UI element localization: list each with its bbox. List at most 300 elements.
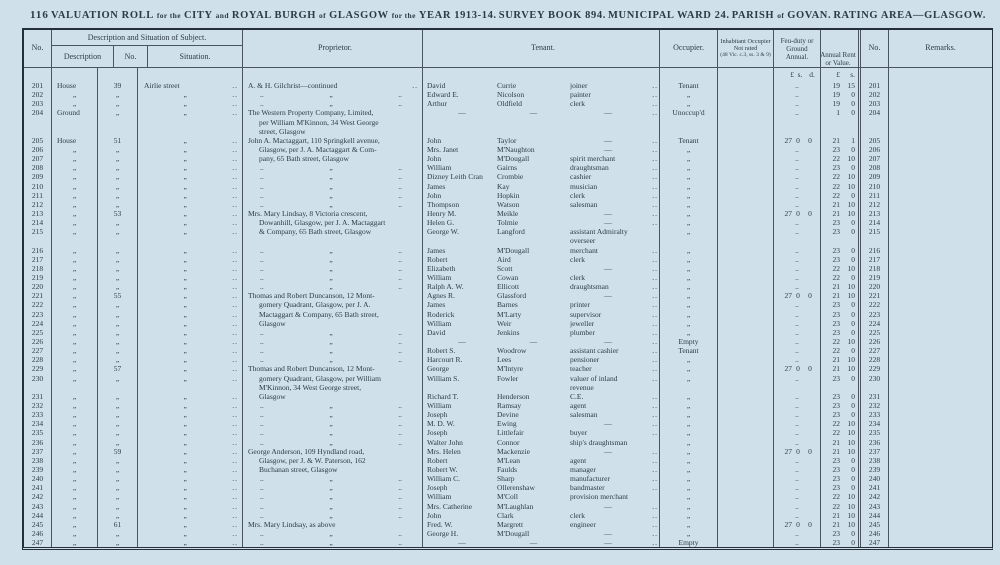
cell-tenant (423, 182, 660, 191)
ditto-dots: .. (652, 218, 658, 228)
situation-text: „ (183, 346, 187, 356)
cell-inhabitant-occupier (718, 145, 774, 154)
rent-shillings: 0 (851, 483, 855, 493)
cell-occupier: „ (660, 154, 718, 163)
cell-tenant (423, 145, 660, 154)
rent-pounds: 22 (832, 428, 840, 438)
units-spacer (52, 68, 98, 81)
tenant-surname: — (529, 337, 538, 346)
tenant-forename: Agnes R. (427, 291, 455, 301)
cell-feu-duty (774, 383, 821, 392)
ditto-dots: .. (260, 419, 264, 429)
cell-no-left: 229 (24, 364, 52, 373)
ditto-dots: .. (232, 455, 238, 465)
rent-shillings: 0 (851, 400, 855, 410)
proprietor-text: M'Kinnon, 34 West George street, (259, 382, 362, 392)
tenant-surname: Nicolson (497, 90, 525, 100)
cell-proprietor (243, 182, 423, 191)
cell-situation (138, 410, 243, 419)
cell-remarks (889, 437, 992, 446)
cell-tenant (423, 474, 660, 483)
situation-text: „ (183, 291, 187, 301)
cell-street-no: „ (98, 273, 138, 282)
units-spacer (861, 68, 889, 81)
cell-street-no: 61 (98, 520, 138, 529)
cell-no-right: 237 (861, 447, 889, 456)
tenant-occupation: clerk (570, 510, 585, 520)
cell-tenant (423, 538, 660, 547)
cell-description: „ (52, 355, 98, 364)
tenant-occupation: — (604, 528, 612, 538)
cell-tenant (423, 127, 660, 136)
tenant-occupation: — (604, 337, 612, 346)
cell-inhabitant-occupier (718, 200, 774, 209)
cell-proprietor (243, 520, 423, 529)
cell-proprietor (243, 282, 423, 291)
ditto-dots: .. (260, 400, 264, 410)
cell-no-right: 205 (861, 136, 889, 145)
tenant-surname: Meikle (497, 209, 519, 219)
parish-part: of (777, 11, 785, 20)
cell-situation (138, 456, 243, 465)
annual-rent-units (821, 68, 861, 81)
tenant-forename: Henry M. (427, 209, 457, 219)
tenant-forename: John (427, 154, 442, 164)
table-row (24, 328, 992, 337)
cell-situation (138, 337, 243, 346)
cell-remarks (889, 264, 992, 273)
cell-description: „ (52, 310, 98, 319)
proprietor-ditto (248, 99, 422, 108)
cell-tenant (423, 108, 660, 117)
cell-remarks (889, 136, 992, 145)
cell-no-right: 214 (861, 218, 889, 227)
table-row (24, 428, 992, 437)
cell-description: „ (52, 410, 98, 419)
tenant-occupation: — (604, 135, 612, 145)
ditto-dots: .. (398, 273, 402, 283)
rent-pounds: 21 (832, 209, 840, 219)
cell-street-no: 57 (98, 364, 138, 373)
tenant-forename: John (427, 510, 442, 520)
cell-tenant (423, 90, 660, 99)
cell-annual-rent (821, 154, 861, 163)
ditto-dots: .. (652, 145, 658, 155)
cell-remarks (889, 209, 992, 218)
cell-occupier: Tenant (660, 346, 718, 355)
cell-tenant (423, 99, 660, 108)
cell-description: „ (52, 291, 98, 300)
cell-no-right: 211 (861, 191, 889, 200)
cell-proprietor (243, 136, 423, 145)
proprietor-ditto (248, 182, 422, 191)
cell-situation (138, 136, 243, 145)
pound-sign: £ (836, 70, 840, 79)
ditto-dots: .. (652, 501, 658, 511)
ditto-dots: .. (260, 282, 264, 292)
cell-tenant (423, 511, 660, 520)
table-row (24, 182, 992, 191)
cell-no-right: 240 (861, 474, 889, 483)
cell-occupier: „ (660, 401, 718, 410)
cell-feu-duty: .. (774, 172, 821, 181)
situation-text: „ (183, 318, 187, 328)
cell-no-left: 207 (24, 154, 52, 163)
proprietor-ditto (248, 328, 422, 337)
cell-occupier: „ (660, 483, 718, 492)
cell-annual-rent (821, 401, 861, 410)
ditto-dots: .. (232, 90, 238, 100)
ditto-mark: „ (329, 254, 333, 264)
cell-annual-rent (821, 145, 861, 154)
tenant-surname: Currie (497, 81, 517, 91)
cell-feu-duty: .. (774, 273, 821, 282)
rent-shillings: 0 (851, 309, 855, 319)
cell-feu-duty: .. (774, 163, 821, 172)
cell-no-left: 240 (24, 474, 52, 483)
table-row (24, 419, 992, 428)
ditto-dots: .. (652, 510, 658, 520)
proprietor-ditto (248, 200, 422, 209)
cell-street-no: 53 (98, 209, 138, 218)
tenant-occupation: cashier (570, 172, 592, 182)
cell-no-right: 228 (861, 355, 889, 364)
tenant-surname: Kay (497, 181, 510, 191)
ditto-dots: .. (652, 410, 658, 420)
cell-situation (138, 255, 243, 264)
cell-remarks (889, 319, 992, 328)
cell-no-right (861, 118, 889, 127)
cell-remarks (889, 328, 992, 337)
feu-amount-part: 27 (784, 446, 792, 456)
feu-amount-part: 0 (808, 135, 812, 145)
cell-remarks (889, 99, 992, 108)
cell-feu-duty: .. (774, 437, 821, 446)
cell-tenant (423, 374, 660, 383)
proprietor-text: Glasgow (259, 391, 286, 401)
cell-inhabitant-occupier (718, 172, 774, 181)
cell-street-no: „ (98, 428, 138, 437)
cell-occupier: „ (660, 447, 718, 456)
cell-remarks (889, 428, 992, 437)
cell-no-left: 214 (24, 218, 52, 227)
cell-occupier: „ (660, 355, 718, 364)
rent-pounds: 21 (832, 437, 840, 447)
cell-tenant (423, 392, 660, 401)
ditto-dots: .. (232, 135, 238, 145)
cell-inhabitant-occupier (718, 410, 774, 419)
cell-inhabitant-occupier (718, 273, 774, 282)
cell-inhabitant-occupier (718, 474, 774, 483)
proprietor-ditto (248, 529, 422, 538)
cell-tenant (423, 355, 660, 364)
cell-description: „ (52, 145, 98, 154)
header-inhabitant-occupier (718, 30, 774, 67)
ditto-dots: .. (232, 172, 238, 182)
ditto-dots: .. (652, 135, 658, 145)
cell-annual-rent (821, 428, 861, 437)
rent-pounds: 22 (832, 337, 840, 346)
cell-street-no: „ (98, 218, 138, 227)
ditto-dots: .. (652, 190, 658, 200)
ditto-dots: .. (398, 492, 402, 502)
cell-tenant (423, 136, 660, 145)
tenant-surname: Watson (497, 199, 520, 209)
cell-no-left: 220 (24, 282, 52, 291)
cell-street-no: „ (98, 282, 138, 291)
situation-text: „ (183, 245, 187, 255)
tenant-occupation: — (604, 218, 612, 228)
ditto-dots: .. (398, 346, 402, 356)
cell-situation (138, 172, 243, 181)
cell-occupier: „ (660, 419, 718, 428)
ditto-dots: .. (232, 538, 238, 548)
ditto-dots: .. (652, 419, 658, 429)
cell-feu-duty (774, 291, 821, 300)
cell-description: „ (52, 483, 98, 492)
table-row (24, 447, 992, 456)
table-row (24, 410, 992, 419)
ditto-dots: .. (652, 273, 658, 283)
rent-pounds: 1 (836, 108, 840, 118)
ditto-dots: .. (398, 263, 402, 273)
cell-proprietor (243, 437, 423, 446)
cell-feu-duty: .. (774, 319, 821, 328)
ditto-mark: „ (329, 501, 333, 511)
proprietor-text: Mrs. Mary Lindsay, 8 Victoria crescent, (248, 209, 368, 219)
cell-no-right: 232 (861, 401, 889, 410)
situation-text: „ (183, 501, 187, 511)
tenant-forename: Robert S. (427, 346, 456, 356)
tenant-occupation: engineer (570, 519, 596, 529)
tenant-forename: James (427, 245, 446, 255)
ditto-dots: .. (398, 181, 402, 191)
tenant-forename: Helen G. (427, 218, 455, 228)
rent-pounds: 23 (832, 483, 840, 493)
cell-proprietor (243, 511, 423, 520)
tenant-occupation: printer (570, 300, 590, 310)
cell-street-no: „ (98, 401, 138, 410)
cell-annual-rent (821, 246, 861, 255)
cell-feu-duty: .. (774, 310, 821, 319)
tenant-occupation: C.E. (570, 391, 584, 401)
cell-description: „ (52, 474, 98, 483)
ditto-dots: .. (232, 474, 238, 484)
cell-no-left: 223 (24, 310, 52, 319)
rent-shillings: 0 (851, 163, 855, 173)
cell-inhabitant-occupier (718, 346, 774, 355)
cell-occupier: „ (660, 364, 718, 373)
situation-text: „ (183, 108, 187, 118)
cell-annual-rent (821, 282, 861, 291)
proprietor-text: The Western Property Company, Limited, (248, 108, 374, 118)
ditto-mark: „ (329, 273, 333, 283)
cell-feu-duty: .. (774, 282, 821, 291)
rent-pounds: 23 (832, 528, 840, 538)
cell-occupier: „ (660, 246, 718, 255)
cell-proprietor (243, 200, 423, 209)
cell-street-no: „ (98, 200, 138, 209)
proprietor-ditto (248, 337, 422, 346)
table-row (24, 492, 992, 501)
situation-text: „ (183, 355, 187, 365)
rent-pounds: 23 (832, 300, 840, 310)
cell-feu-duty: .. (774, 346, 821, 355)
ditto-dots: .. (232, 446, 238, 456)
ditto-dots: .. (232, 318, 238, 328)
title-part: YEAR 1913-14. (418, 10, 497, 21)
tenant-surname: Tolmie (497, 218, 519, 228)
ditto-dots: .. (652, 245, 658, 255)
cell-tenant (423, 410, 660, 419)
tenant-forename: M. D. W. (427, 419, 455, 429)
page-number: 116 (30, 9, 49, 21)
proprietor-text: & Company, 65 Bath street, Glasgow (259, 227, 372, 237)
ditto-mark: „ (329, 428, 333, 438)
rent-pounds: 21 (832, 519, 840, 529)
cell-inhabitant-occupier (718, 99, 774, 108)
proprietor-text: street, Glasgow (259, 126, 306, 136)
cell-description: „ (52, 346, 98, 355)
rent-shillings: 10 (847, 291, 855, 301)
cell-description (52, 236, 98, 245)
ditto-dots: .. (652, 199, 658, 209)
table-row (24, 364, 992, 373)
rent-shillings: 0 (851, 455, 855, 465)
cell-tenant (423, 246, 660, 255)
ditto-dots: .. (260, 355, 264, 365)
cell-description: „ (52, 200, 98, 209)
cell-no-right: 215 (861, 227, 889, 236)
ditto-dots: .. (398, 355, 402, 365)
situation-text: „ (183, 410, 187, 420)
table-row (24, 127, 992, 136)
cell-no-left: 237 (24, 447, 52, 456)
rent-pounds: 23 (832, 474, 840, 484)
rating-area: RATING AREA—GLASGOW. (833, 10, 986, 21)
ditto-dots: .. (232, 81, 238, 91)
cell-no-left: 206 (24, 145, 52, 154)
cell-inhabitant-occupier (718, 319, 774, 328)
cell-description: „ (52, 246, 98, 255)
rent-pounds: 21 (832, 199, 840, 209)
cell-remarks (889, 227, 992, 236)
cell-annual-rent (821, 209, 861, 218)
tenant-occupation: manager (570, 464, 596, 474)
cell-remarks (889, 300, 992, 309)
cell-no-right (861, 383, 889, 392)
cell-tenant (423, 81, 660, 90)
cell-proprietor (243, 364, 423, 373)
tenant-forename: William (427, 492, 452, 502)
cell-proprietor (243, 492, 423, 501)
table-header (24, 30, 992, 67)
cell-remarks (889, 118, 992, 127)
feu-amount-part: 27 (784, 364, 792, 374)
cell-street-no: „ (98, 227, 138, 236)
rent-pounds: 23 (832, 327, 840, 337)
cell-remarks (889, 419, 992, 428)
cell-street-no: „ (98, 374, 138, 383)
header-inhabitant-line3: (48 Vic. c.3, ss. 3 & 9) (720, 52, 771, 59)
tenant-occupation: — (604, 263, 612, 273)
situation-text: „ (183, 254, 187, 264)
cell-inhabitant-occupier (718, 483, 774, 492)
cell-description: „ (52, 154, 98, 163)
cell-occupier: „ (660, 172, 718, 181)
cell-situation (138, 163, 243, 172)
cell-feu-duty: .. (774, 492, 821, 501)
cell-no-left: 201 (24, 81, 52, 90)
cell-proprietor (243, 99, 423, 108)
tenant-forename: Walter John (427, 437, 463, 447)
situation-text: „ (183, 282, 187, 292)
cell-no-right: 247 (861, 538, 889, 547)
cell-no-right (861, 236, 889, 245)
cell-tenant (423, 419, 660, 428)
rent-shillings: 0 (851, 391, 855, 401)
ditto-dots: .. (398, 528, 402, 538)
table-row (24, 319, 992, 328)
cell-street-no: „ (98, 154, 138, 163)
cell-street-no (98, 383, 138, 392)
cell-no-right: 222 (861, 300, 889, 309)
cell-no-left: 218 (24, 264, 52, 273)
tenant-occupation: manufacturer (570, 474, 610, 484)
tenant-occupation: bandmaster (570, 483, 605, 493)
cell-street-no: „ (98, 246, 138, 255)
feu-amount-part: 27 (784, 519, 792, 529)
situation-text: „ (183, 309, 187, 319)
rent-shillings: 0 (851, 254, 855, 264)
tenant-surname: Hopkin (497, 190, 520, 200)
rent-pounds: 21 (832, 510, 840, 520)
ditto-dots: .. (260, 346, 264, 356)
cell-no-right: 210 (861, 182, 889, 191)
cell-description (52, 383, 98, 392)
cell-no-right: 226 (861, 337, 889, 346)
cell-description: „ (52, 374, 98, 383)
tenant-surname: Ellicott (497, 282, 520, 292)
ditto-mark: „ (329, 437, 333, 447)
cell-feu-duty (774, 447, 821, 456)
table-row (24, 90, 992, 99)
ditto-dots: .. (260, 263, 264, 273)
rent-shillings: 0 (851, 464, 855, 474)
ditto-dots: .. (398, 327, 402, 337)
cell-proprietor (243, 90, 423, 99)
situation-text: „ (183, 474, 187, 484)
ditto-dots: .. (652, 538, 658, 548)
cell-annual-rent (821, 346, 861, 355)
cell-annual-rent (821, 410, 861, 419)
ditto-dots: .. (652, 373, 658, 383)
table-row (24, 99, 992, 108)
proprietor-text: gomery Quadrant, Glasgow, per William (259, 373, 381, 383)
cell-no-left: 246 (24, 529, 52, 538)
tenant-surname: Mackenzie (497, 446, 530, 456)
rent-shillings: 0 (851, 474, 855, 484)
cell-annual-rent (821, 520, 861, 529)
cell-no-right (861, 127, 889, 136)
cell-annual-rent (821, 529, 861, 538)
tenant-forename: Fred. W. (427, 519, 453, 529)
cell-no-right: 231 (861, 392, 889, 401)
cell-situation (138, 264, 243, 273)
ditto-mark: „ (329, 181, 333, 191)
cell-street-no: „ (98, 90, 138, 99)
cell-situation (138, 218, 243, 227)
